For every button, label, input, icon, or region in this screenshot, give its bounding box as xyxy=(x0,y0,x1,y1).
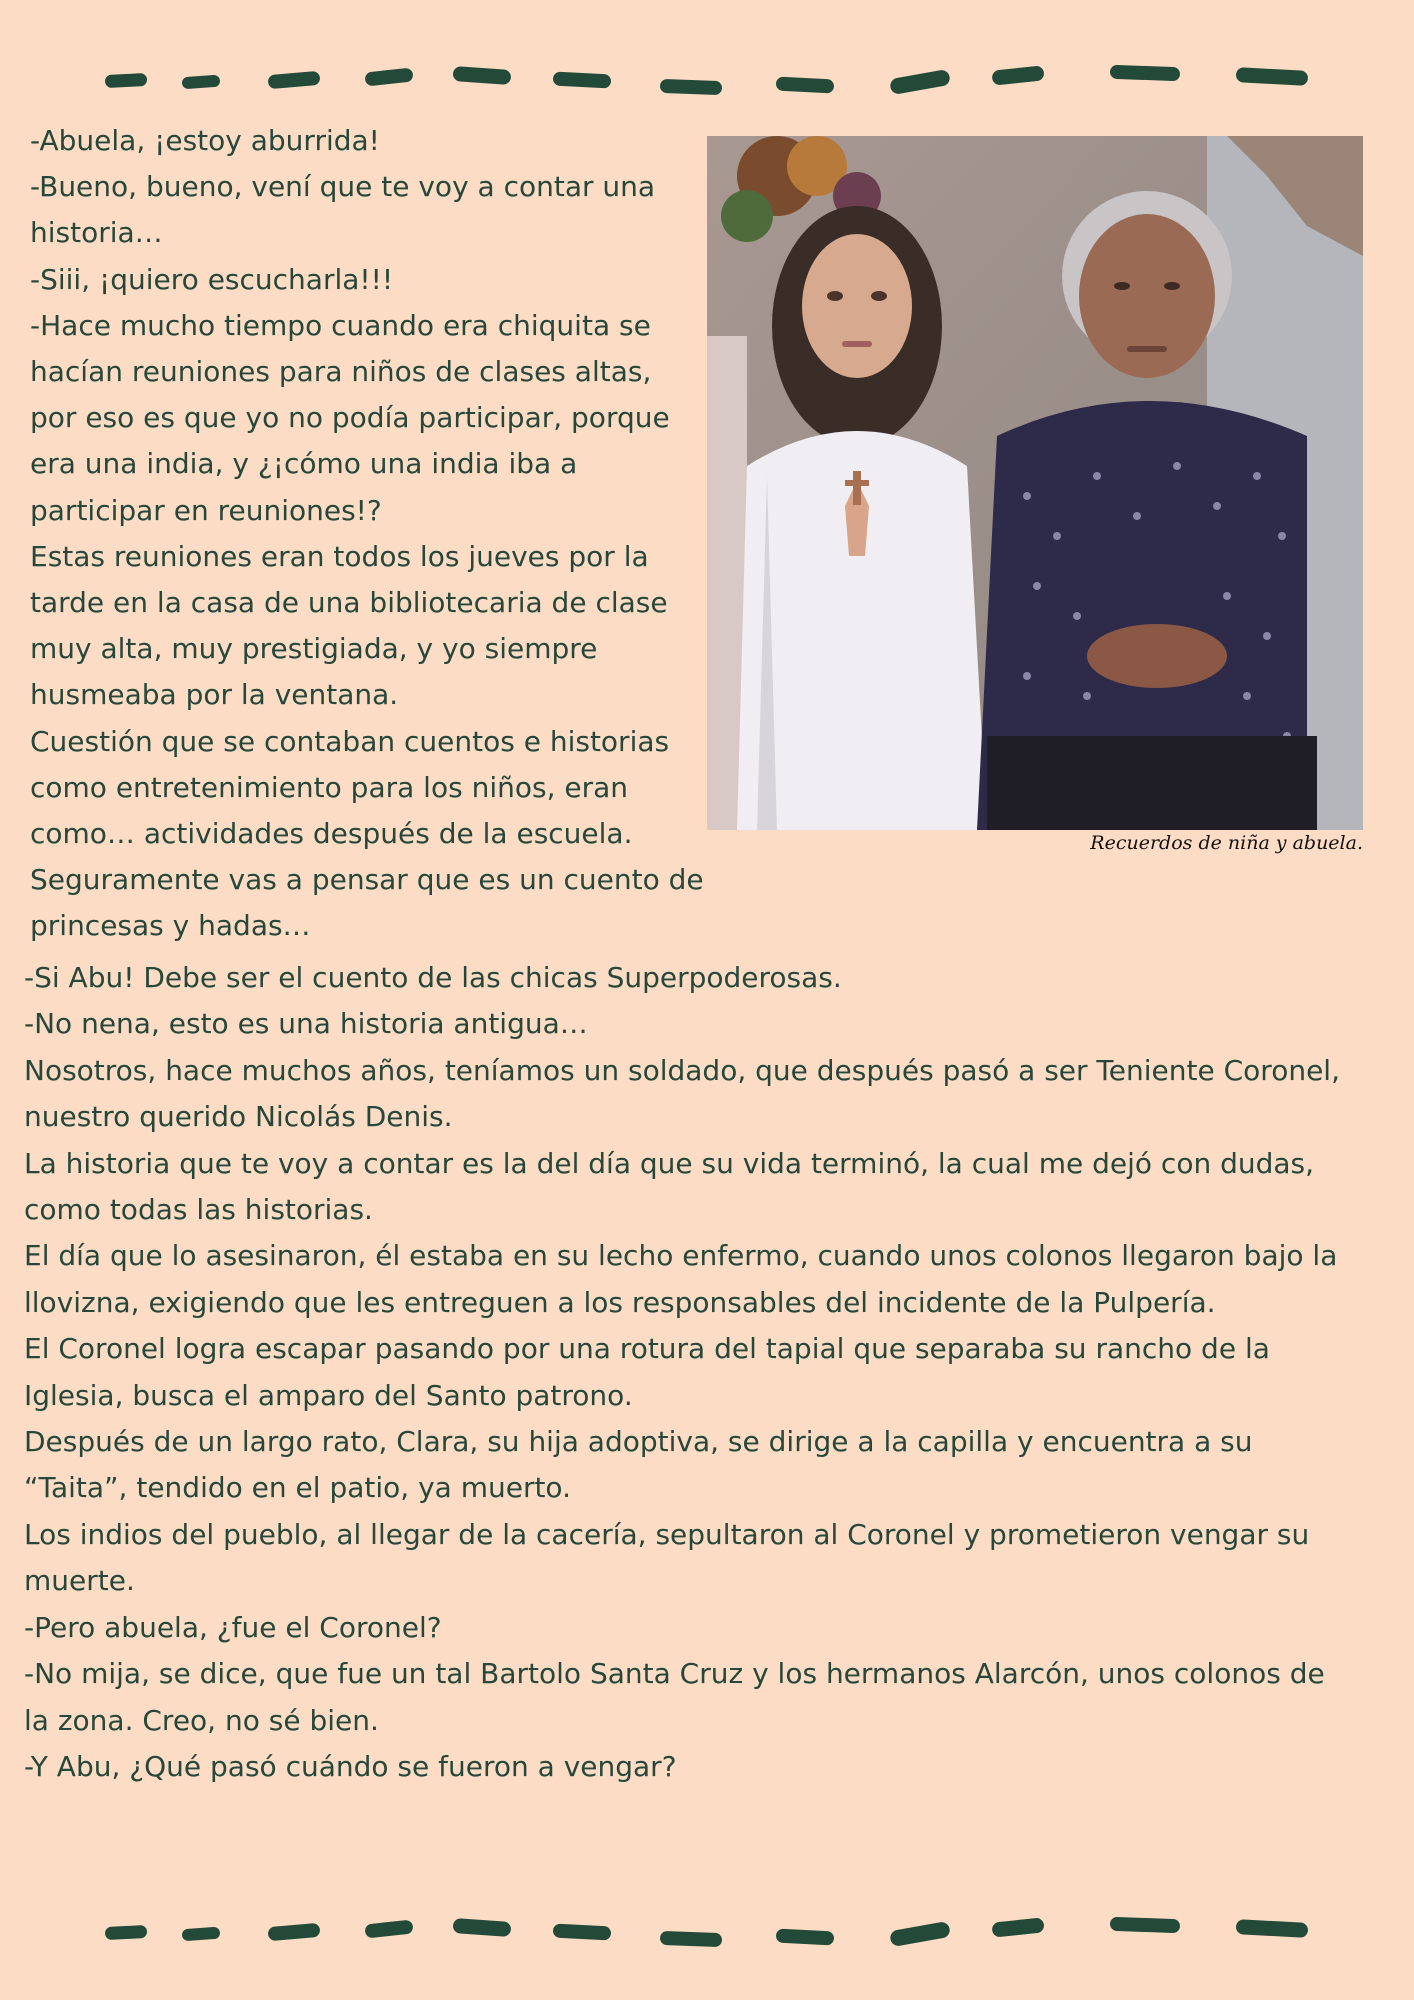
text-line: muy alta, muy prestigiada, y yo siempre xyxy=(30,632,598,666)
text-line: como todas las historias. xyxy=(24,1193,373,1227)
story-intro xyxy=(30,118,704,950)
text-line: Los indios del pueblo, al llegar de la cacería, sepultaron al Coronel y prometieron vengar su xyxy=(24,1517,1310,1551)
text-line: muerte. xyxy=(24,1564,135,1598)
text-line: -Y Abu, ¿Qué pasó cuándo se fueron a vengar? xyxy=(24,1749,677,1783)
text-line: husmeaba por la ventana. xyxy=(30,678,399,712)
story-body xyxy=(24,955,1394,1790)
family-photo xyxy=(707,136,1363,830)
text-line: -No nena, esto es una historia antigua… xyxy=(24,1007,588,1041)
text-line: tarde en la casa de una bibliotecaria de clase xyxy=(30,586,668,620)
text-line: princesas y hadas… xyxy=(30,909,311,943)
text-line: -Siii, ¡quiero escucharla!!! xyxy=(30,262,394,296)
text-line: Seguramente vas a pensar que es un cuento de xyxy=(30,863,704,897)
text-line: El Coronel logra escapar pasando por una rotura del tapial que separaba su rancho de la xyxy=(24,1332,1270,1366)
text-line: llovizna, exigiendo que les entreguen a los responsables del incidente de la Pulpería. xyxy=(24,1285,1216,1319)
text-line: como entretenimiento para los niños, eran xyxy=(30,770,629,804)
text-line: -Bueno, bueno, vení que te voy a contar una xyxy=(30,170,656,204)
text-line: Después de un largo rato, Clara, su hija adoptiva, se dirige a la capilla y encuentra a su xyxy=(24,1425,1253,1459)
top-dashed-border xyxy=(0,60,1414,100)
text-line: la zona. Creo, no sé bien. xyxy=(24,1703,379,1737)
bottom-dashed-border xyxy=(0,1912,1414,1952)
text-line: -No mija, se dice, que fue un tal Bartolo Santa Cruz y los hermanos Alarcón, unos colonos de xyxy=(24,1657,1325,1691)
text-line: era una india, y ¿¡cómo una india iba a xyxy=(30,447,578,481)
text-line: La historia que te voy a contar es la del día que su vida terminó, la cual me dejó con dudas, xyxy=(24,1146,1315,1180)
text-line: Nosotros, hace muchos años, teníamos un soldado, que después pasó a ser Teniente Coronel, xyxy=(24,1053,1340,1087)
text-line: El día que lo asesinaron, él estaba en su lecho enfermo, cuando unos colonos llegaron bajo la xyxy=(24,1239,1338,1273)
text-line: hacían reuniones para niños de clases altas, xyxy=(30,355,652,389)
text-line: Iglesia, busca el amparo del Santo patrono. xyxy=(24,1378,633,1412)
text-line: historia… xyxy=(30,216,163,250)
text-line: Estas reuniones eran todos los jueves por la xyxy=(30,539,649,573)
text-line: Cuestión que se contaban cuentos e historias xyxy=(30,724,670,758)
text-line: -Abuela, ¡estoy aburrida! xyxy=(30,124,380,157)
text-line: por eso es que yo no podía participar, porque xyxy=(30,401,670,435)
text-line: como… actividades después de la escuela. xyxy=(30,817,633,851)
text-line: -Hace mucho tiempo cuando era chiquita se xyxy=(30,308,651,342)
text-line: “Taita”, tendido en el patio, ya muerto. xyxy=(24,1471,571,1505)
text-line: -Si Abu! Debe ser el cuento de las chicas Superpoderosas. xyxy=(24,961,842,994)
text-line: nuestro querido Nicolás Denis. xyxy=(24,1100,453,1134)
photo-caption: Recuerdos de niña y abuela. xyxy=(1090,832,1363,854)
text-line: -Pero abuela, ¿fue el Coronel? xyxy=(24,1610,442,1644)
text-line: participar en reuniones!? xyxy=(30,493,382,527)
